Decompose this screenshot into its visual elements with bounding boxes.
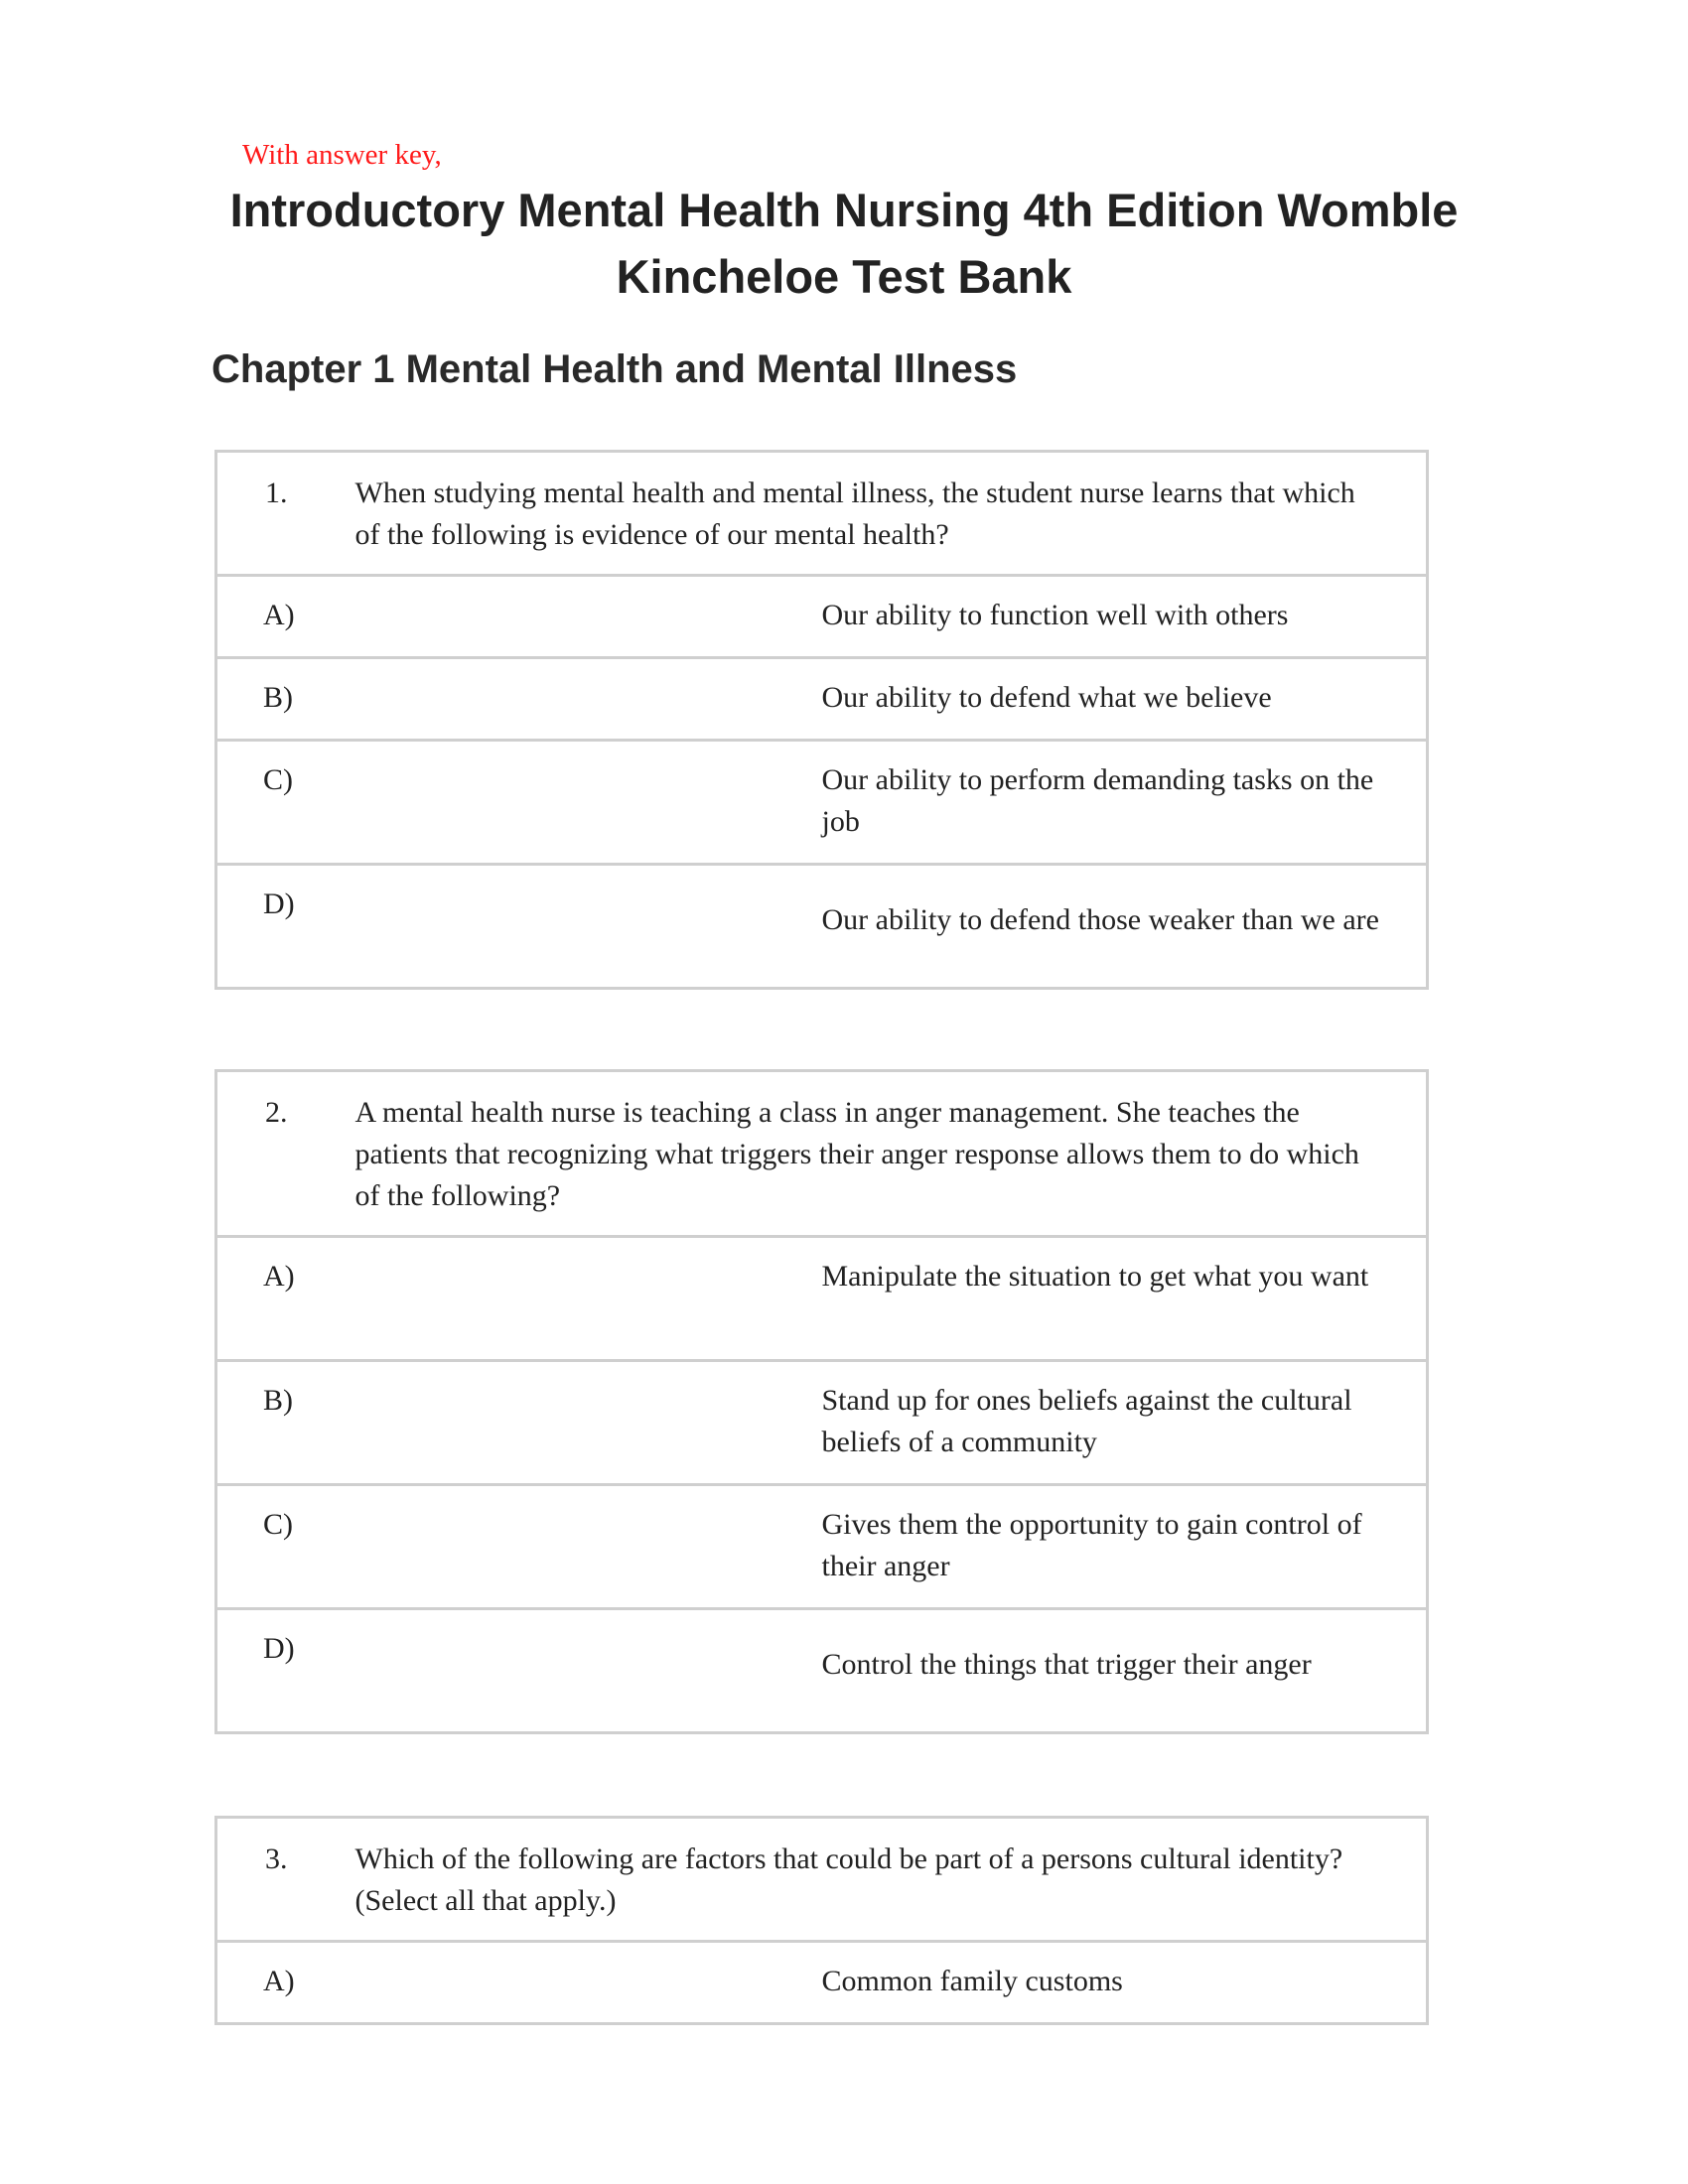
question-stem: A mental health nurse is teaching a class in anger management. She teaches the patients that recognizing what triggers their anger response allows them to do which of the following? xyxy=(354,1096,1359,1212)
question-stem: Which of the following are factors that could be part of a persons cultural identity? (Select all that apply.) xyxy=(354,1843,1343,1917)
option-row xyxy=(216,658,1428,741)
title-line-1: Introductory Mental Health Nursing 4th Edition Womble xyxy=(229,184,1459,236)
option-letter: B) xyxy=(216,1361,355,1485)
question-number: 3. xyxy=(265,1843,288,1875)
option-letter: B) xyxy=(216,658,355,741)
question-number: 1. xyxy=(265,477,288,509)
option-spacer xyxy=(355,1237,822,1361)
option-text: Stand up for ones beliefs against the cultural beliefs of a community xyxy=(822,1361,1428,1485)
option-spacer xyxy=(355,1361,822,1485)
option-spacer xyxy=(355,1609,822,1733)
document-title xyxy=(189,177,1499,310)
option-letter: A) xyxy=(216,1237,355,1361)
option-spacer xyxy=(355,576,822,658)
option-row xyxy=(216,1942,1428,2024)
option-row xyxy=(216,741,1428,865)
option-letter: C) xyxy=(216,741,355,865)
option-spacer xyxy=(355,658,822,741)
option-row xyxy=(216,576,1428,658)
option-text: Manipulate the situation to get what you want xyxy=(822,1237,1428,1361)
question-number: 2. xyxy=(265,1096,288,1129)
option-text: Our ability to defend what we believe xyxy=(822,658,1428,741)
option-letter: D) xyxy=(216,1609,355,1733)
option-letter: A) xyxy=(216,1942,355,2024)
option-text: Our ability to function well with others xyxy=(822,576,1428,658)
option-letter: C) xyxy=(216,1485,355,1609)
question-stem-row xyxy=(216,452,1428,576)
chapter-heading: Chapter 1 Mental Health and Mental Illness xyxy=(211,347,1018,391)
option-text: Gives them the opportunity to gain control of their anger xyxy=(822,1485,1428,1609)
option-text: Our ability to defend those weaker than we are xyxy=(822,865,1428,989)
question-2-table xyxy=(214,1069,1429,1734)
question-stem-row xyxy=(216,1818,1428,1942)
question-stem: When studying mental health and mental illness, the student nurse learns that which of the following is evidence of our mental health? xyxy=(354,477,1355,551)
option-spacer xyxy=(355,741,822,865)
option-spacer xyxy=(355,865,822,989)
question-3-table xyxy=(214,1816,1429,2025)
option-text: Our ability to perform demanding tasks on the job xyxy=(822,741,1428,865)
option-letter: D) xyxy=(216,865,355,989)
option-spacer xyxy=(355,1942,822,2024)
title-line-2: Kincheloe Test Bank xyxy=(616,250,1072,303)
option-spacer xyxy=(355,1485,822,1609)
option-row xyxy=(216,1485,1428,1609)
option-text: Common family customs xyxy=(822,1942,1428,2024)
question-1-table xyxy=(214,450,1429,990)
option-text: Control the things that trigger their anger xyxy=(822,1609,1428,1733)
answer-key-note: With answer key, xyxy=(242,139,442,171)
question-stem-row xyxy=(216,1071,1428,1237)
option-letter: A) xyxy=(216,576,355,658)
option-row xyxy=(216,865,1428,989)
option-row xyxy=(216,1237,1428,1361)
option-row xyxy=(216,1609,1428,1733)
option-row xyxy=(216,1361,1428,1485)
